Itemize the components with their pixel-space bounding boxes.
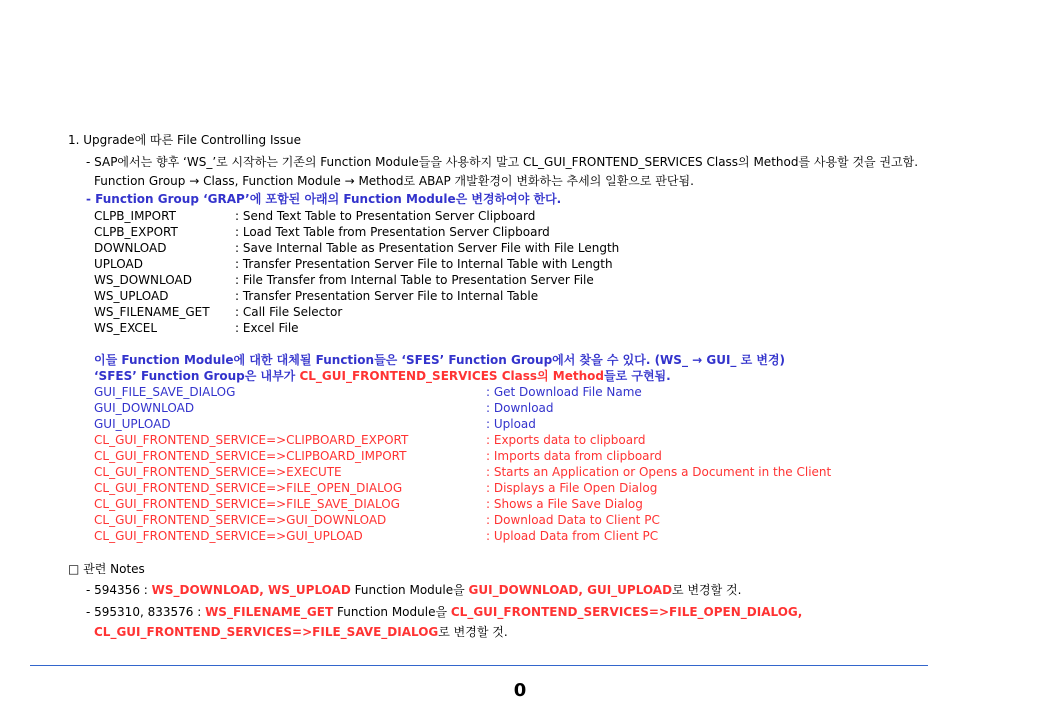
method-desc: : Starts an Application or Opens a Document in the Client — [486, 465, 832, 479]
method-desc: : Download Data to Client PC — [486, 513, 660, 527]
method-desc: : Imports data from clipboard — [486, 449, 662, 463]
function-desc: : Upload — [486, 417, 536, 431]
method-name: CL_GUI_FRONTEND_SERVICE=>FILE_SAVE_DIALOG — [94, 497, 400, 511]
module-desc: : Transfer Presentation Server File to Internal Table with Length — [235, 257, 613, 271]
notes-title: □ 관련 Notes — [68, 562, 145, 576]
module-name: CLPB_IMPORT — [94, 209, 176, 223]
module-desc: : Call File Selector — [235, 305, 343, 319]
module-name: WS_EXCEL — [94, 321, 158, 335]
intro-line-3: - Function Group ‘GRAP’에 포함된 아래의 Function Module은 변경하여야 한다. — [86, 192, 562, 206]
module-desc: : Send Text Table to Presentation Server Clipboard — [235, 209, 536, 223]
method-desc: : Exports data to clipboard — [486, 433, 646, 447]
method-desc: : Upload Data from Client PC — [486, 529, 659, 543]
note-1-old-modules: WS_DOWNLOAD, WS_UPLOAD — [151, 583, 351, 597]
module-desc: : File Transfer from Internal Table to Presentation Server File — [235, 273, 594, 287]
note-line-3 — [94, 624, 508, 640]
note-1-text: Function Module을 — [350, 583, 469, 597]
module-desc: : Excel File — [235, 321, 299, 335]
note-3-tail: 로 변경할 것. — [438, 625, 508, 639]
module-desc: : Transfer Presentation Server File to Internal Table — [235, 289, 539, 303]
page-number: 0 — [513, 680, 527, 701]
module-desc: : Load Text Table from Presentation Server Clipboard — [235, 225, 550, 239]
method-desc: : Shows a File Save Dialog — [486, 497, 643, 511]
replacement-text-c: 들로 구현됨. — [603, 369, 671, 383]
note-line-2 — [86, 604, 802, 620]
section-heading: 1. Upgrade에 따른 File Controlling Issue — [68, 133, 301, 147]
note-1-tail: 로 변경할 것. — [672, 583, 742, 597]
replacement-text-a: ‘SFES’ Function Group은 내부가 — [94, 369, 300, 383]
module-name: WS_FILENAME_GET — [94, 305, 210, 319]
note-2-old-module: WS_FILENAME_GET — [205, 605, 334, 619]
module-desc: : Save Internal Table as Presentation Server File with File Length — [235, 241, 620, 255]
replacement-line-2 — [94, 368, 671, 384]
method-name: CL_GUI_FRONTEND_SERVICE=>GUI_UPLOAD — [94, 529, 363, 543]
footer-rule — [30, 665, 928, 666]
note-1-id: - 594356 : — [86, 583, 152, 597]
note-2-text: Function Module을 — [333, 605, 451, 619]
method-name: CL_GUI_FRONTEND_SERVICE=>CLIPBOARD_EXPORT — [94, 433, 409, 447]
module-name: DOWNLOAD — [94, 241, 167, 255]
note-3-new-method: CL_GUI_FRONTEND_SERVICES=>FILE_SAVE_DIALOG — [94, 625, 439, 639]
module-name: WS_DOWNLOAD — [94, 273, 192, 287]
function-desc: : Get Download File Name — [486, 385, 642, 399]
intro-line-2: Function Group → Class, Function Module → Method로 ABAP 개발환경이 변화하는 추세의 일환으로 판단됨. — [94, 174, 694, 188]
note-2-new-method: CL_GUI_FRONTEND_SERVICES=>FILE_OPEN_DIALOG, — [450, 605, 803, 619]
module-name: UPLOAD — [94, 257, 143, 271]
function-name: GUI_UPLOAD — [94, 417, 171, 431]
replacement-text-b: CL_GUI_FRONTEND_SERVICES Class의 Method — [299, 369, 604, 383]
method-name: CL_GUI_FRONTEND_SERVICE=>CLIPBOARD_IMPORT — [94, 449, 407, 463]
module-name: CLPB_EXPORT — [94, 225, 178, 239]
replacement-line-1: 이들 Function Module에 대한 대체될 Function들은 ‘SFES’ Function Group에서 찾을 수 있다. (WS_ → GUI_ 로 변경) — [94, 353, 786, 367]
note-line-1 — [86, 582, 741, 598]
function-name: GUI_FILE_SAVE_DIALOG — [94, 385, 236, 399]
module-name: WS_UPLOAD — [94, 289, 169, 303]
method-name: CL_GUI_FRONTEND_SERVICE=>FILE_OPEN_DIALOG — [94, 481, 403, 495]
method-desc: : Displays a File Open Dialog — [486, 481, 658, 495]
method-name: CL_GUI_FRONTEND_SERVICE=>GUI_DOWNLOAD — [94, 513, 387, 527]
note-1-new-modules: GUI_DOWNLOAD, GUI_UPLOAD — [468, 583, 673, 597]
method-name: CL_GUI_FRONTEND_SERVICE=>EXECUTE — [94, 465, 342, 479]
function-desc: : Download — [486, 401, 554, 415]
note-2-id: - 595310, 833576 : — [86, 605, 206, 619]
intro-line-1: - SAP에서는 향후 ‘WS_’로 시작하는 기존의 Function Module들을 사용하지 말고 CL_GUI_FRONTEND_SERVICES Class의 Method를 사용할 것을 권고함. — [86, 155, 919, 169]
function-name: GUI_DOWNLOAD — [94, 401, 195, 415]
